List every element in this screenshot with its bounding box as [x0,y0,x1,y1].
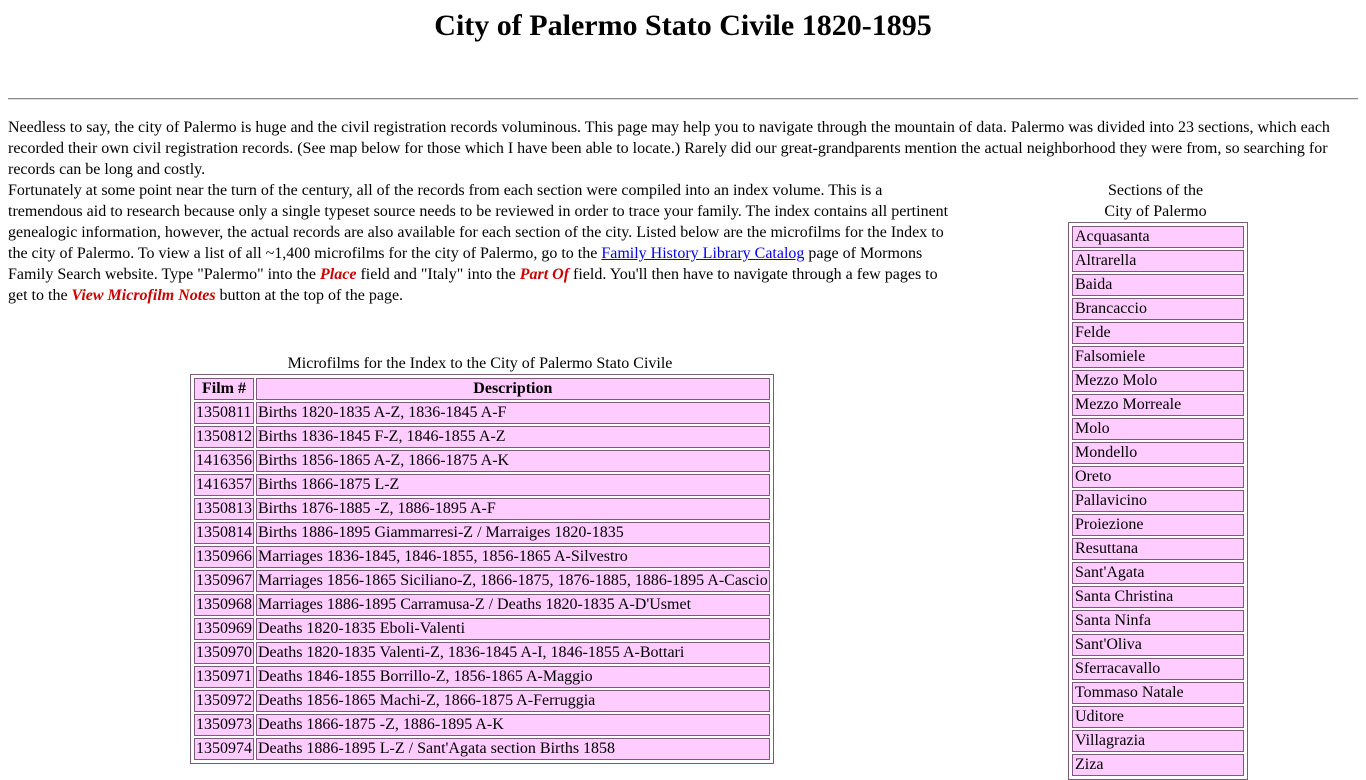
description-cell: Marriages 1886-1895 Carramusa-Z / Deaths 1820-1835 A-D'Usmet [256,594,770,616]
section-row [1072,610,1244,632]
table-row [194,714,770,736]
table-row [194,618,770,640]
section-name: Mondello [1072,442,1244,464]
film-number-cell: 1350972 [194,690,254,712]
section-name: Pallavicino [1072,490,1244,512]
section-name: Mezzo Morreale [1072,394,1244,416]
sections-table [1068,222,1248,780]
section-row [1072,466,1244,488]
sections-caption-line-2: City of Palermo [1104,203,1207,220]
section-row [1072,634,1244,656]
film-number-cell: 1416356 [194,450,254,472]
page-title: City of Palermo Stato Civile 1820-1895 [434,9,932,42]
description-cell: Births 1856-1865 A-Z, 1866-1875 A-K [256,450,770,472]
section-row [1072,298,1244,320]
intro-paragraph: Needless to say, the city of Palermo is huge and the civil registration records voluminous. This page may help you to navigate through the mountain of data. Palermo was divided into 23 sections, which each recorded their own civil registration records. (See map below for those which I have been able to locate.) Rarely did our great-grandparents mention the actual neighborhood they were from, so searching for records can be long and costly. [8,119,1330,178]
film-number-cell: 1350970 [194,642,254,664]
film-number-cell: 1350971 [194,666,254,688]
table-row [194,522,770,544]
table-row [194,450,770,472]
description-cell: Deaths 1866-1875 -Z, 1886-1895 A-K [256,714,770,736]
description-cell: Births 1876-1885 -Z, 1886-1895 A-F [256,498,770,520]
film-number-cell: 1350969 [194,618,254,640]
section-name: Oreto [1072,466,1244,488]
section-row [1072,346,1244,368]
para-text-2: page of Mormons Family Search website. Type "Palermo" into the [8,245,923,283]
section-row [1072,706,1244,728]
description-cell: Births 1820-1835 A-Z, 1836-1845 A-F [256,402,770,424]
film-number-cell: 1350967 [194,570,254,592]
table-row [194,426,770,448]
film-number-cell: 1350974 [194,738,254,760]
section-row [1072,442,1244,464]
film-number-cell: 1350811 [194,402,254,424]
description-cell: Births 1886-1895 Giammarresi-Z / Marraiges 1820-1835 [256,522,770,544]
film-number-cell: 1350973 [194,714,254,736]
section-name: Acquasanta [1072,226,1244,248]
section-row [1072,514,1244,536]
section-row [1072,658,1244,680]
section-name: Sant'Agata [1072,562,1244,584]
para-text-4: field. You'll then have to navigate through a few pages to get to the [8,266,938,304]
view-microfilm-notes-label: View Microfilm Notes [71,287,216,304]
section-name: Sferracavallo [1072,658,1244,680]
place-field-label: Place [320,266,357,283]
section-name: Sant'Oliva [1072,634,1244,656]
section-name: Villagrazia [1072,730,1244,752]
description-cell: Deaths 1820-1835 Eboli-Valenti [256,618,770,640]
section-row [1072,394,1244,416]
film-number-cell: 1350813 [194,498,254,520]
section-row [1072,586,1244,608]
section-name: Baida [1072,274,1244,296]
section-row [1072,322,1244,344]
section-name: Felde [1072,322,1244,344]
family-history-library-catalog-link[interactable]: Family History Library Catalog [601,245,805,262]
para-text-3: field and "Italy" into the [356,266,520,283]
film-number-cell: 1350814 [194,522,254,544]
section-name: Tommaso Natale [1072,682,1244,704]
section-row [1072,418,1244,440]
section-name: Ziza [1072,754,1244,776]
section-row [1072,250,1244,272]
film-number-cell: 1350966 [194,546,254,568]
section-row [1072,274,1244,296]
microfilms-header-row [194,378,770,400]
section-row [1072,490,1244,512]
table-row [194,738,770,760]
description-cell: Marriages 1856-1865 Siciliano-Z, 1866-1875, 1876-1885, 1886-1895 A-Cascio [256,570,770,592]
microfilms-table [190,374,774,764]
table-row [194,570,770,592]
table-row [194,642,770,664]
section-name: Uditore [1072,706,1244,728]
table-row [194,498,770,520]
film-number-cell: 1416357 [194,474,254,496]
section-row [1072,562,1244,584]
description-cell: Deaths 1856-1865 Machi-Z, 1866-1875 A-Ferruggia [256,690,770,712]
table-row [194,666,770,688]
table-row [194,594,770,616]
description-cell: Births 1866-1875 L-Z [256,474,770,496]
section-name: Brancaccio [1072,298,1244,320]
section-name: Falsomiele [1072,346,1244,368]
part-of-field-label: Part Of [519,266,570,283]
description-cell: Deaths 1886-1895 L-Z / Sant'Agata section Births 1858 [256,738,770,760]
section-name: Molo [1072,418,1244,440]
description-header: Description [256,378,770,400]
section-row [1072,370,1244,392]
section-row [1072,754,1244,776]
section-name: Proiezione [1072,514,1244,536]
para-text-5: button at the top of the page. [215,287,404,304]
microfilms-table-body [194,402,770,760]
film-number-header: Film # [194,378,254,400]
sections-caption-line-1: Sections of the [1107,182,1204,199]
sections-caption [1068,180,1243,222]
para-text-1: Fortunately at some point near the turn of the century, all of the records from each section were compiled into an index volume. This is a tremendous aid to research because only a single typeset source needs to be reviewed in order to trace your family. The index contains all pertinent genealogic information, however, the actual records are also available for each section of the city. Listed below are the microfilms for the Index to the city of Palermo. To view a list of all ~1,400 microfilms for the city of Palermo, go to the [8,182,949,262]
table-row [194,402,770,424]
microfilm-paragraph [8,180,958,306]
description-cell: Marriages 1836-1845, 1846-1855, 1856-1865 A-Silvestro [256,546,770,568]
section-row [1072,538,1244,560]
microfilms-table-caption: Microfilms for the Index to the City of Palermo Stato Civile [287,355,673,372]
section-row [1072,226,1244,248]
table-row [194,546,770,568]
description-cell: Deaths 1820-1835 Valenti-Z, 1836-1845 A-I, 1846-1855 A-Bottari [256,642,770,664]
section-name: Santa Ninfa [1072,610,1244,632]
section-name: Resuttana [1072,538,1244,560]
table-row [194,474,770,496]
film-number-cell: 1350968 [194,594,254,616]
section-row [1072,730,1244,752]
film-number-cell: 1350812 [194,426,254,448]
description-cell: Deaths 1846-1855 Borrillo-Z, 1856-1865 A-Maggio [256,666,770,688]
description-cell: Births 1836-1845 F-Z, 1846-1855 A-Z [256,426,770,448]
section-name: Altrarella [1072,250,1244,272]
section-row [1072,682,1244,704]
section-name: Mezzo Molo [1072,370,1244,392]
horizontal-rule [8,98,1358,100]
section-name: Santa Christina [1072,586,1244,608]
table-row [194,690,770,712]
sections-table-body [1072,226,1244,776]
